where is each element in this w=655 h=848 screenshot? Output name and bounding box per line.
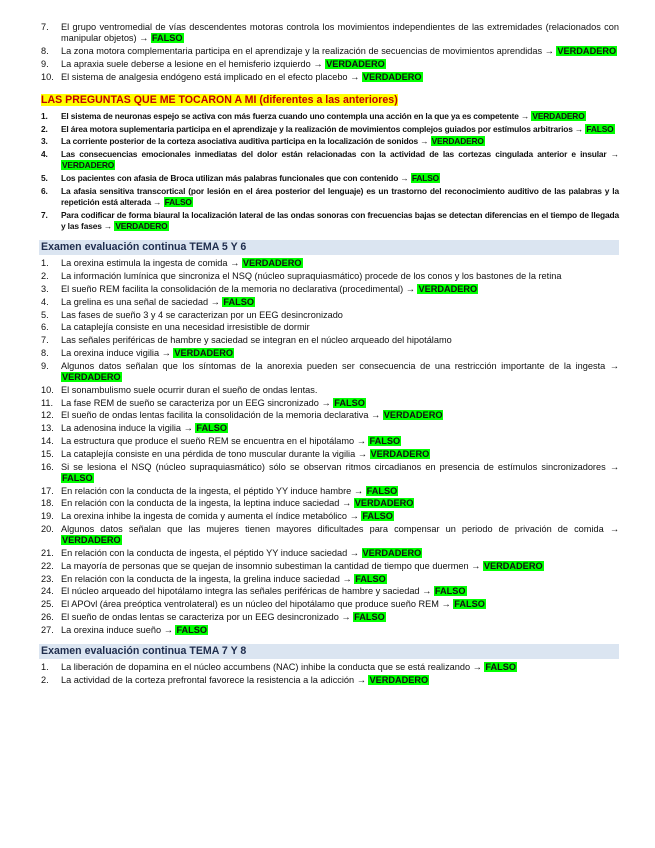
answer-true-badge: VERDADERO: [418, 283, 478, 294]
question-item: [0, 410, 655, 421]
question-text: Las fases de sueño 3 y 4 se caracterizan por un EEG desincronizado: [61, 309, 343, 320]
question-number: 7.: [41, 22, 49, 32]
answer-true-badge: VERDADERO: [62, 535, 121, 546]
question-number: 23.: [41, 573, 54, 584]
question-number: 12.: [41, 410, 54, 421]
answer-false-badge: FALSO: [485, 661, 517, 672]
question-item: [0, 136, 655, 147]
question-item: [0, 46, 655, 57]
arrow-icon: →: [342, 573, 352, 584]
arrow-icon: →: [520, 110, 530, 121]
answer-true-badge: VERDADERO: [326, 58, 385, 69]
answer-false-badge: FALSO: [164, 197, 192, 208]
question-item: [0, 59, 655, 70]
question-number: 26.: [41, 611, 54, 622]
question-text: La actividad de la corteza prefrontal favorece la resistencia a la adicción: [61, 674, 355, 685]
question-text: El sonambulismo suele ocurrir duran el sueño de ondas lentas.: [61, 384, 318, 395]
question-number: 6.: [41, 322, 49, 333]
arrow-icon: →: [609, 523, 619, 534]
question-number: 2.: [41, 123, 48, 134]
arrow-icon: →: [357, 448, 367, 459]
question-number: 1.: [41, 661, 49, 672]
question-text: El sueño de ondas lentas se caracteriza por un EEG desincronizado: [61, 611, 339, 622]
arrow-icon: →: [356, 435, 366, 446]
answer-true-badge: VERDADERO: [383, 410, 443, 421]
arrow-icon: →: [353, 485, 364, 496]
question-item: [0, 561, 655, 572]
question-number: 7.: [41, 335, 49, 346]
question-number: 5.: [41, 173, 48, 184]
question-item: [0, 548, 655, 559]
question-text: Algunos datos señalan que los síntomas de la anorexia pueden ser consecuencia de una restricción importante de la ingesta: [61, 360, 606, 371]
answer-false-badge: FALSO: [62, 472, 93, 483]
arrow-icon: →: [341, 498, 352, 509]
answer-false-badge: FALSO: [196, 423, 227, 434]
question-number: 8.: [41, 46, 49, 56]
arrow-icon: →: [103, 221, 113, 232]
arrow-icon: →: [371, 410, 381, 421]
question-number: 4.: [41, 149, 48, 160]
section-tema-7-8: [0, 644, 655, 686]
question-number: 2.: [41, 271, 49, 282]
question-number: 9.: [41, 58, 49, 69]
question-text: La grelina es una señal de saciedad: [61, 296, 209, 307]
question-number: 6.: [41, 185, 48, 196]
question-text: La estructura que produce el sueño REM se encuentra en el hipotálamo: [61, 435, 355, 446]
question-list: [0, 22, 655, 83]
question-item: [0, 111, 655, 122]
question-item: [0, 449, 655, 460]
question-text: La cataplejía consiste en una pérdida de tono muscular durante la vigilia: [61, 448, 356, 459]
question-text: Algunos datos señalan que las mujeres tienen mayores dificultades para compensar un periodo de privación de comida: [61, 523, 604, 534]
answer-true-badge: VERDADERO: [62, 371, 121, 382]
question-number: 22.: [41, 560, 54, 571]
answer-false-badge: FALSO: [355, 573, 386, 584]
answer-false-badge: FALSO: [362, 511, 393, 522]
question-number: 10.: [41, 71, 54, 82]
question-text: El área motora suplementaria participa en el aprendizaje y la realización de movimientos complejos guiados por estímulos arbitrarios: [61, 123, 573, 134]
question-text: Para codificar de forma biaural la localización lateral de las ondas sonoras con frecuencias bajas se detectan diferencias en el tiempo de llegada y las fases: [61, 209, 619, 232]
question-item: [0, 258, 655, 269]
arrow-icon: →: [139, 33, 149, 44]
question-text: El sueño REM facilita la consolidación de la memoria no declarativa (procedimental): [61, 283, 404, 294]
answer-false-badge: FALSO: [334, 397, 365, 408]
arrow-icon: →: [405, 283, 415, 294]
question-number: 20.: [41, 523, 54, 534]
question-text: La corriente posterior de la corteza asociativa auditiva participa en la localización de sonidos: [61, 136, 419, 147]
arrow-icon: →: [230, 258, 240, 269]
question-item: [0, 210, 655, 232]
question-text: La orexina inhibe la ingesta de comida y aumenta el índice metabólico: [61, 511, 348, 522]
arrow-icon: →: [341, 611, 351, 622]
question-text: El sistema de analgesia endógeno está implicado en el efecto placebo: [61, 71, 348, 82]
answer-false-badge: FALSO: [151, 33, 183, 44]
arrow-icon: →: [471, 560, 481, 571]
arrow-icon: →: [609, 461, 619, 472]
question-item: [0, 599, 655, 610]
question-number: 14.: [41, 435, 54, 446]
section-heading: [39, 93, 619, 108]
question-item: [0, 462, 655, 484]
section-my-questions: [0, 93, 655, 233]
section-heading: Examen evaluación continua TEMA 5 Y 6: [39, 240, 619, 255]
answer-true-badge: VERDADERO: [370, 448, 430, 459]
question-item: [0, 284, 655, 295]
answer-true-badge: VERDADERO: [62, 160, 115, 171]
question-number: 3.: [41, 136, 48, 147]
question-item: [0, 322, 655, 333]
arrow-icon: →: [349, 511, 359, 522]
section-motor-questions: [0, 0, 655, 83]
question-item: [0, 385, 655, 396]
question-item: [0, 348, 655, 359]
answer-true-badge: VERDADERO: [354, 498, 414, 509]
question-text: La orexina induce sueño: [61, 624, 162, 635]
arrow-icon: →: [161, 347, 171, 358]
answer-true-badge: VERDADERO: [369, 674, 429, 685]
question-number: 21.: [41, 547, 54, 558]
question-item: [0, 361, 655, 383]
arrow-icon: →: [441, 599, 451, 610]
question-item: [0, 310, 655, 321]
answer-false-badge: FALSO: [369, 435, 401, 446]
question-text: La información lumínica que sincroniza el NSQ (núcleo supraquiasmático) procede de los conos y los bastones de la retina: [61, 271, 562, 282]
arrow-icon: →: [472, 661, 482, 672]
question-number: 1.: [41, 258, 49, 269]
question-text: El sistema de neuronas espejo se activa con más fuerza cuando uno contempla una acción en la que ya es competente: [61, 110, 519, 121]
question-number: 15.: [41, 448, 54, 459]
answer-false-badge: FALSO: [454, 599, 485, 610]
question-number: 16.: [41, 461, 54, 472]
arrow-icon: →: [350, 71, 360, 82]
question-item: [0, 574, 655, 585]
answer-false-badge: FALSO: [176, 624, 208, 635]
question-item: [0, 149, 655, 171]
arrow-icon: →: [210, 296, 220, 307]
arrow-icon: →: [400, 173, 409, 184]
arrow-icon: →: [609, 360, 619, 371]
arrow-icon: →: [610, 149, 619, 160]
question-item: [0, 625, 655, 636]
answer-false-badge: FALSO: [411, 173, 440, 184]
answer-true-badge: VERDADERO: [483, 560, 543, 571]
question-number: 4.: [41, 296, 49, 307]
arrow-icon: →: [422, 586, 432, 597]
answer-false-badge: FALSO: [223, 296, 255, 307]
arrow-icon: →: [153, 197, 162, 208]
question-text: La apraxia suele deberse a lesione en el hemisferio izquierdo: [61, 58, 311, 69]
question-text: El APOvl (área preóptica ventrolateral) es un núcleo del hipotálamo que produce sueño REM: [61, 599, 439, 610]
arrow-icon: →: [321, 397, 331, 408]
question-number: 25.: [41, 599, 54, 610]
arrow-icon: →: [544, 46, 554, 56]
answer-true-badge: VERDADERO: [431, 136, 484, 147]
question-item: [0, 423, 655, 434]
question-text: Las consecuencias emocionales inmediatas del dolor están relacionadas con la actividad de las cortezas cingulada anterior e insular: [61, 149, 607, 160]
section-heading-text: LAS PREGUNTAS QUE ME TOCARON A MI (diferentes a las anteriores): [41, 93, 398, 106]
section-heading: Examen evaluación continua TEMA 7 Y 8: [39, 644, 619, 659]
question-item: [0, 398, 655, 409]
question-item: [0, 586, 655, 597]
question-text: La mayoría de personas que se quejan de insomnio subestiman la cantidad de tiempo que duermen: [61, 560, 469, 571]
question-number: 27.: [41, 624, 54, 635]
question-text: El sueño de ondas lentas facilita la consolidación de la memoria declarativa: [61, 410, 369, 421]
question-text: La cataplejía consiste en una necesidad irresistible de dormir: [61, 322, 310, 333]
question-text: Las señales periféricas de hambre y saciedad se integran en el núcleo arqueado del hipotálamo: [61, 335, 452, 346]
question-number: 7.: [41, 209, 48, 220]
question-item: [0, 662, 655, 673]
arrow-icon: →: [183, 423, 193, 434]
question-item: [0, 498, 655, 509]
question-text: La zona motora complementaria participa en el aprendizaje y la realización de secuencias de movimientos aprendidas: [61, 46, 543, 56]
question-item: [0, 436, 655, 447]
question-text: La adenosina induce la vigilia: [61, 423, 182, 434]
question-item: [0, 524, 655, 546]
question-item: [0, 511, 655, 522]
question-number: 5.: [41, 309, 49, 320]
question-item: [0, 186, 655, 208]
question-text: La orexina estimula la ingesta de comida: [61, 258, 228, 269]
question-text: Los pacientes con afasia de Broca utilizan más palabras funcionales que con contenido: [61, 173, 399, 184]
arrow-icon: →: [420, 136, 429, 147]
question-list: [0, 111, 655, 233]
question-number: 13.: [41, 423, 54, 434]
answer-false-badge: FALSO: [366, 485, 398, 496]
question-item: [0, 297, 655, 308]
answer-true-badge: VERDADERO: [557, 46, 617, 56]
arrow-icon: →: [313, 58, 323, 69]
question-text: La orexina induce vigilia: [61, 347, 160, 358]
question-number: 11.: [41, 397, 54, 408]
answer-true-badge: VERDADERO: [532, 110, 585, 121]
question-number: 19.: [41, 511, 54, 522]
question-text: El grupo ventromedial de vías descendentes motoras controla los movimientos independientes de las extremidades (relacionados con manipular objetos): [61, 22, 619, 44]
question-number: 1.: [41, 110, 48, 121]
answer-true-badge: VERDADERO: [362, 71, 422, 82]
question-number: 17.: [41, 485, 54, 496]
answer-true-badge: VERDADERO: [242, 258, 302, 269]
question-item: [0, 675, 655, 686]
question-list: [0, 258, 655, 636]
question-text: La fase REM de sueño se caracteriza por un EEG sincronizado: [61, 397, 319, 408]
question-number: 24.: [41, 586, 54, 597]
question-text: Si se lesiona el NSQ (núcleo supraquiasmático) sólo se observan ritmos circadianos en presencia de estímulos sincronizadores: [61, 461, 606, 472]
answer-false-badge: FALSO: [434, 586, 466, 597]
answer-true-badge: VERDADERO: [362, 547, 422, 558]
arrow-icon: →: [574, 123, 584, 134]
question-number: 18.: [41, 498, 54, 509]
question-text: En relación con la conducta de ingesta, el péptido YY induce saciedad: [61, 547, 348, 558]
question-item: [0, 271, 655, 282]
question-number: 8.: [41, 347, 49, 358]
question-text: La afasia sensitiva transcortical (por lesión en el área posterior del lenguaje) es un trastorno del reconocimiento auditivo de las palabras y la repetición está alterada: [61, 185, 619, 208]
answer-false-badge: FALSO: [354, 611, 385, 622]
question-item: [0, 124, 655, 135]
question-number: 10.: [41, 384, 54, 395]
answer-false-badge: FALSO: [586, 123, 614, 134]
question-number: 2.: [41, 674, 49, 685]
arrow-icon: →: [163, 624, 173, 635]
answer-true-badge: VERDADERO: [174, 347, 234, 358]
question-item: [0, 72, 655, 83]
question-text: La liberación de dopamina en el núcleo accumbens (NAC) inhibe la conducta que se está realizando: [61, 661, 471, 672]
question-list: [0, 662, 655, 686]
question-item: [0, 486, 655, 497]
question-item: [0, 335, 655, 346]
question-item: [0, 612, 655, 623]
question-text: El núcleo arqueado del hipotálamo integra las señales periféricas de hambre y saciedad: [61, 586, 420, 597]
question-number: 9.: [41, 360, 49, 371]
arrow-icon: →: [356, 674, 366, 685]
question-text: En relación con la conducta de la ingesta, el péptido YY induce hambre: [61, 485, 352, 496]
answer-true-badge: VERDADERO: [115, 221, 168, 232]
question-text: En relación con la conducta de la ingesta, la grelina induce saciedad: [61, 573, 340, 584]
question-item: [0, 173, 655, 184]
arrow-icon: →: [349, 547, 359, 558]
question-item: [0, 22, 655, 44]
question-number: 3.: [41, 283, 49, 294]
question-text: En relación con la conducta de la ingesta, la leptina induce saciedad: [61, 498, 340, 509]
section-tema-5-6: [0, 240, 655, 636]
